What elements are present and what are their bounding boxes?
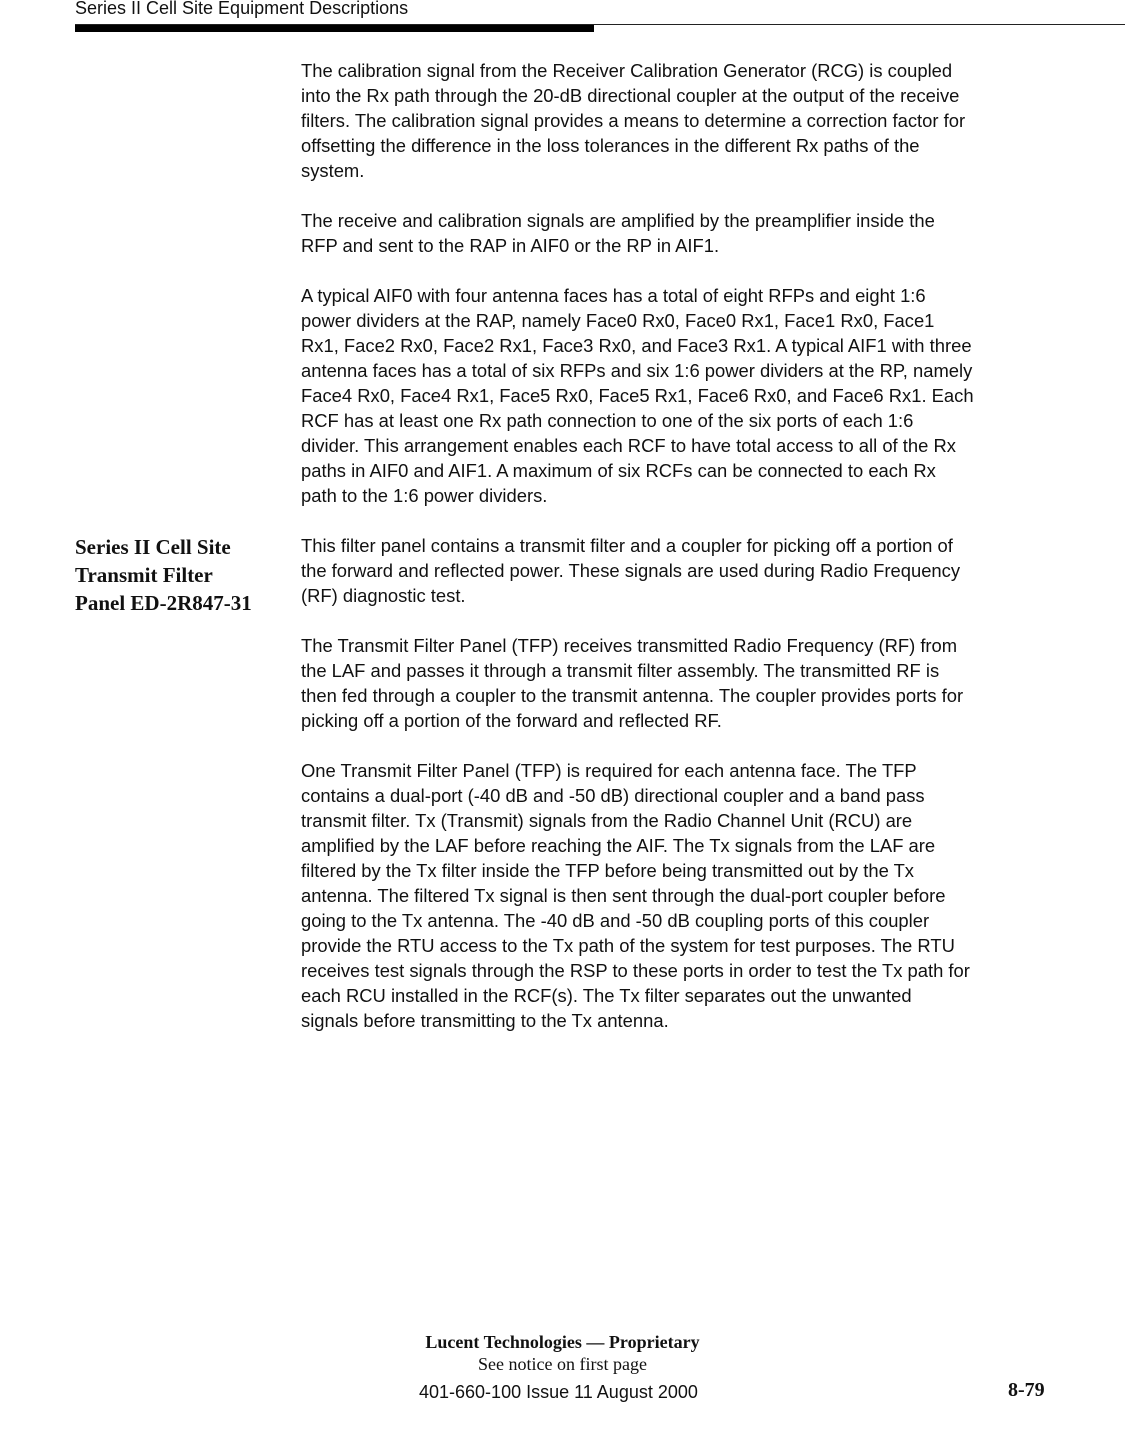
body-paragraph: The receive and calibration signals are amplified by the preamplifier inside the RFP and sent to the RAP in AIF0 or the RP in AIF1. [301, 210, 935, 256]
footer-company: Lucent Technologies — Proprietary [425, 1332, 700, 1352]
body-paragraph: The Transmit Filter Panel (TFP) receives transmitted Radio Frequency (RF) from the LAF and passes it through a transmit filter assembly. The transmitted RF is then fed through a coupler to the transmit antenna. The coupler provides ports for picking off a portion of the forward and reflected RF. [301, 635, 964, 731]
running-header: Series II Cell Site Equipment Descriptions [75, 0, 409, 18]
section-heading: Series II Cell Site Transmit Filter Panel ED-2R847-31 [75, 535, 252, 615]
page-number: 8-79 [1008, 1379, 1045, 1401]
body-paragraph: The calibration signal from the Receiver Calibration Generator (RCG) is coupled into the Rx path through the 20-dB directional coupler at the output of the receive filters. The calibration signal provides a means to determine a correction factor for offsetting the difference in the loss tolerances in the different Rx paths of the system. [301, 60, 966, 181]
body-paragraph: One Transmit Filter Panel (TFP) is required for each antenna face. The TFP contains a dual-port (-40 dB and -50 dB) directional coupler and a band pass transmit filter. Tx (Transmit) signals from the Radio Channel Unit (RCU) are amplified by the LAF before reaching the AIF. The Tx signals from the LAF are filtered by the Tx filter inside the TFP before being transmitted out by the Tx antenna. The filtered Tx signal is then sent through the dual-port coupler before going to the Tx antenna. The -40 dB and -50 dB coupling ports of this coupler provide the RTU access to the Tx path of the system for test purposes. The RTU receives test signals through the RSP to these ports in order to test the Tx path for each RCU installed in the RCF(s). The Tx filter separates out the unwanted signals before transmitting to the Tx antenna. [301, 760, 970, 1031]
footer-doc-info: 401-660-100 Issue 11 August 2000 [419, 1382, 698, 1402]
header-rule-bar [75, 25, 594, 32]
body-paragraph: A typical AIF0 with four antenna faces has a total of eight RFPs and eight 1:6 power dividers at the RAP, namely Face0 Rx0, Face0 Rx1, Face1 Rx0, Face1 Rx1, Face2 Rx0, Face2 Rx1, Face3 Rx0, and Face3 Rx1. A typical AIF1 with three antenna faces has a total of six RFPs and six 1:6 power dividers at the RP, namely Face4 Rx0, Face4 Rx1, Face5 Rx0, Face5 Rx1, Face6 Rx0, and Face6 Rx1. Each RCF has at least one Rx path connection to one of the six ports of each 1:6 divider. This arrangement enables each RCF to have total access to all of the Rx paths in AIF0 and AIF1. A maximum of six RCFs can be connected to each Rx path to the 1:6 power dividers. [301, 285, 974, 506]
footer-notice: See notice on first page [478, 1354, 647, 1374]
body-paragraph: This filter panel contains a transmit filter and a coupler for picking off a portion of the forward and reflected power. These signals are used during Radio Frequency (RF) diagnostic test. [301, 535, 961, 606]
